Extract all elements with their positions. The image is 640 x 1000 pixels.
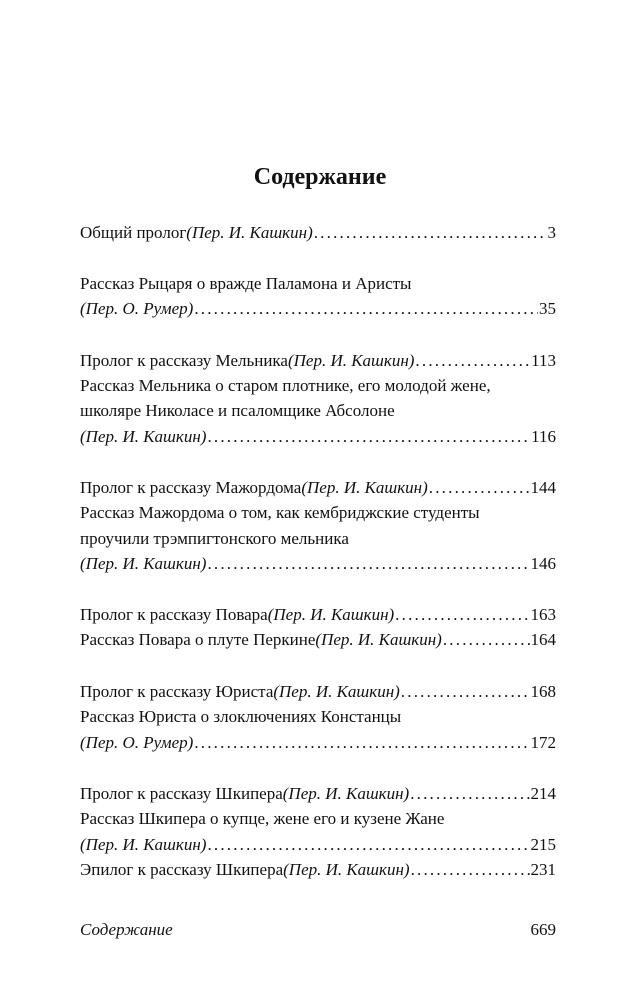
dot-leader	[207, 551, 529, 577]
page-title: Содержание	[253, 164, 387, 190]
dot-leader	[410, 781, 529, 807]
toc-entry-title: Общий пролог	[80, 223, 187, 242]
toc-entry-cook-tale	[80, 627, 556, 653]
toc-entry-translator: (Пер. О. Румер)	[80, 733, 194, 752]
toc-entry-title: Рассказ Мажордома о том, как кембриджские студенты	[80, 503, 480, 522]
toc-entry-miller-tale	[80, 424, 556, 450]
toc-entry-title: Пролог к рассказу Повара	[80, 605, 268, 624]
toc-entry-page: 35	[539, 299, 556, 318]
dot-leader	[194, 296, 538, 322]
toc-entry-page: 214	[530, 784, 556, 803]
toc-entry-knight-tale	[80, 296, 556, 322]
toc-entry-translator: (Пер. И. Кашкин)	[301, 478, 428, 497]
dot-leader	[429, 475, 530, 501]
toc-entry-general-prologue	[80, 220, 556, 246]
toc-entry-translator: (Пер. И. Кашкин)	[273, 682, 400, 701]
toc-entry-title: Рассказ Рыцаря о вражде Паламона и Аристы	[80, 274, 412, 293]
toc-entry-page: 215	[530, 835, 556, 854]
toc-entry-shipman-prologue	[80, 781, 556, 807]
toc-entry-shipman-epilogue	[80, 857, 556, 883]
toc-entry-translator: (Пер. И. Кашкин)	[287, 351, 415, 370]
toc-entry-page: 113	[531, 351, 556, 370]
toc-entry-cook-prologue	[80, 602, 556, 628]
toc-entry-title: Пролог к рассказу Мажордома	[80, 478, 302, 497]
toc-entry-translator: (Пер. И. Кашкин)	[80, 554, 207, 573]
toc-entry-page: 3	[547, 223, 556, 242]
toc-entry-page: 164	[530, 630, 556, 649]
toc-entry-page: 146	[530, 554, 556, 573]
toc-entry-title: Пролог к рассказу Шкипера	[80, 784, 283, 803]
toc-entry-title: Пролог к рассказу Юриста	[80, 682, 274, 701]
page-number: 669	[530, 920, 556, 939]
toc-entry-translator: (Пер. И. Кашкин)	[315, 630, 442, 649]
page-footer	[80, 918, 556, 942]
dot-leader	[314, 220, 547, 246]
toc-entry-title: Рассказ Повара о плуте Перкине	[80, 630, 316, 649]
dot-leader	[395, 602, 529, 628]
dot-leader	[401, 679, 530, 705]
dot-leader	[443, 627, 530, 653]
toc-entry-translator: (Пер. И. Кашкин)	[80, 427, 207, 446]
dot-leader	[207, 424, 530, 450]
running-title: Содержание	[80, 920, 173, 939]
toc-entry-lawyer-prologue	[80, 679, 556, 705]
toc-entry-page: 163	[530, 605, 556, 624]
toc-entry-title-cont: школяре Николасе и псаломщике Абсолоне	[80, 401, 395, 420]
toc-entry-title-cont: проучили трэмпигтонского мельника	[80, 529, 349, 548]
dot-leader	[411, 857, 530, 883]
toc-entry-miller-prologue	[80, 348, 556, 374]
toc-entry-page: 231	[530, 860, 556, 879]
dot-leader	[415, 348, 530, 374]
dot-leader	[194, 730, 529, 756]
toc-entry-translator: (Пер. И. Кашкин)	[283, 860, 410, 879]
toc-entry-page: 168	[530, 682, 556, 701]
toc-entry-translator: (Пер. И. Кашкин)	[267, 605, 395, 624]
toc-entry-reeve-prologue	[80, 475, 556, 501]
toc-entry-translator: (Пер. И. Кашкин)	[282, 784, 410, 803]
toc-entry-reeve-tale	[80, 551, 556, 577]
toc-entry-translator: (Пер. И. Кашкин)	[186, 223, 313, 242]
toc-entry-translator: (Пер. О. Румер)	[80, 299, 194, 318]
toc-entry-title: Рассказ Шкипера о купце, жене его и кузене Жане	[80, 809, 445, 828]
toc-entry-page: 116	[531, 427, 556, 446]
toc-entry-page: 172	[530, 733, 556, 752]
toc-entry-title: Рассказ Мельника о старом плотнике, его молодой жене,	[80, 376, 491, 395]
toc-entry-shipman-tale	[80, 832, 556, 858]
toc-entry-lawyer-tale	[80, 730, 556, 756]
toc-entry-translator: (Пер. И. Кашкин)	[80, 835, 207, 854]
toc-entry-title: Пролог к рассказу Мельника	[80, 351, 288, 370]
toc-entry-title: Рассказ Юриста о злоключениях Констанцы	[80, 707, 402, 726]
dot-leader	[207, 832, 529, 858]
toc-entry-page: 144	[530, 478, 556, 497]
toc-entry-title: Эпилог к рассказу Шкипера	[80, 860, 284, 879]
